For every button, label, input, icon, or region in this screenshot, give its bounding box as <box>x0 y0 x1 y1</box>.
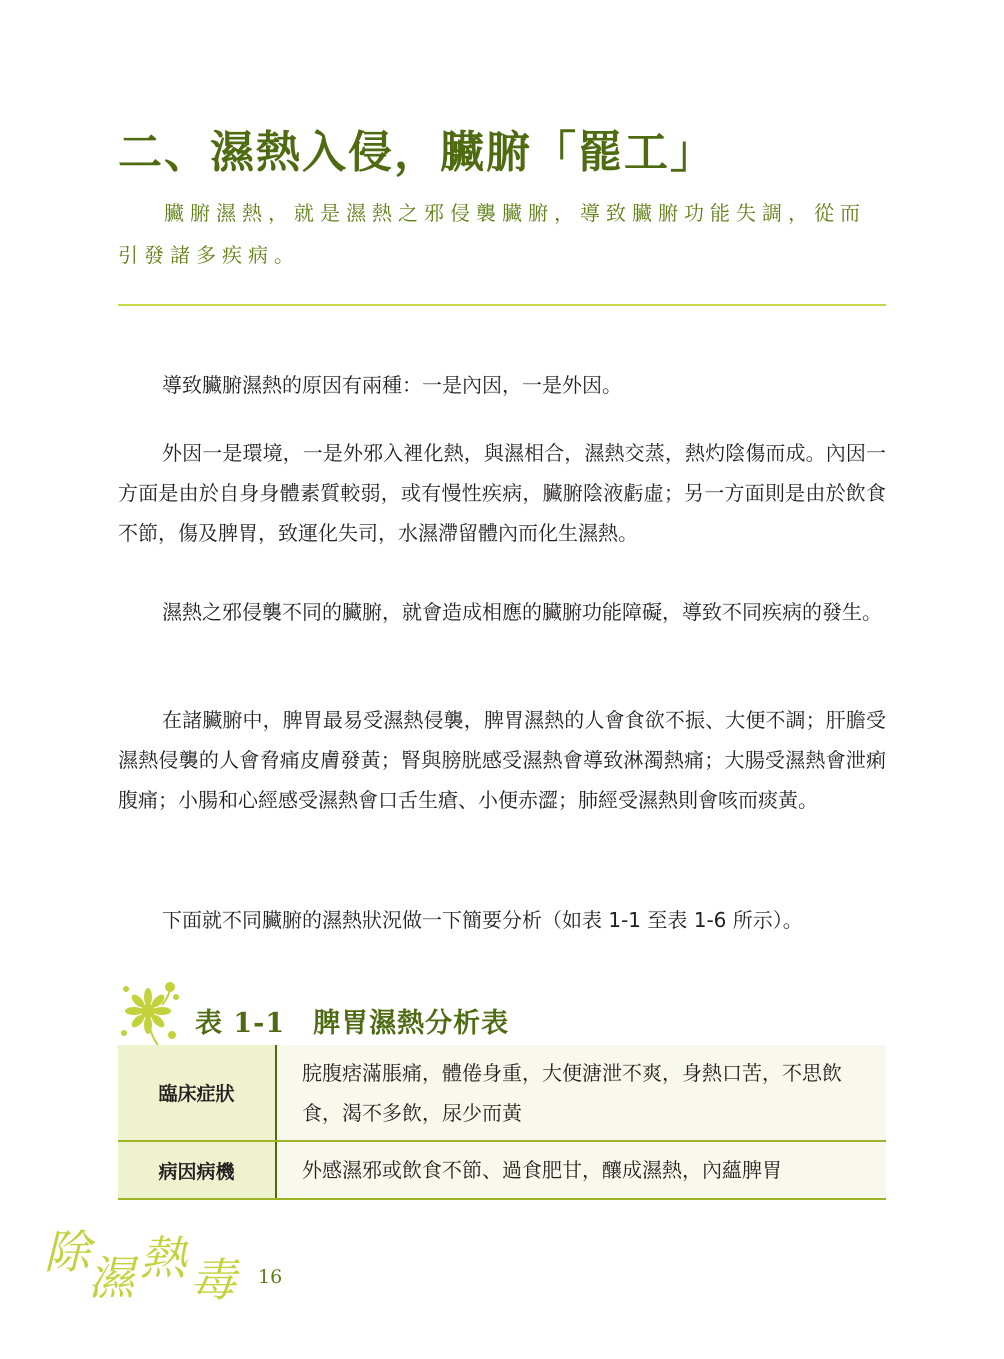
row-label-etiology: 病因病機 <box>118 1141 276 1199</box>
book-title-char-2: 濕 <box>88 1251 134 1302</box>
body-paragraph-3: 濕熱之邪侵襲不同的臟腑，就會造成相應的臟腑功能障礙，導致不同疾病的發生。 <box>162 600 882 624</box>
intro-line-2: 引發諸多疾病。 <box>118 243 300 267</box>
flower-icon <box>118 975 190 1047</box>
table-row <box>118 1045 886 1141</box>
row-value-clinical-symptoms: 脘腹痞滿脹痛，體倦身重，大便溏泄不爽，身熱口苦，不思飲食，渴不多飲，尿少而黃 <box>276 1045 886 1141</box>
body-paragraph-4: 在諸臟腑中，脾胃最易受濕熱侵襲，脾胃濕熱的人會食欲不振、大便不調；肝膽受濕熱侵襲的人會脅痛皮膚發黃；腎與膀胱感受濕熱會導致淋濁熱痛；大腸受濕熱會泄痢腹痛；小腸和心經感受濕熱會口舌生瘡、小便赤澀；肺經受濕熱則會咳而痰黃。 <box>118 708 886 812</box>
row-value-etiology: 外感濕邪或飲食不節、過食肥甘，釀成濕熱，內蘊脾胃 <box>276 1141 886 1199</box>
analysis-table <box>118 1045 886 1200</box>
book-title-char-1: 除 <box>44 1225 90 1279</box>
intro-summary <box>118 192 886 276</box>
body-paragraph-1: 導致臟腑濕熱的原因有兩種：一是內因，一是外因。 <box>162 373 622 397</box>
table-row <box>118 1141 886 1199</box>
row-label-clinical-symptoms: 臨床症狀 <box>118 1045 276 1141</box>
table-header <box>118 975 886 1045</box>
book-title-char-4: 毒 <box>190 1253 236 1302</box>
intro-line-1: 臟腑濕熱，就是濕熱之邪侵襲臟腑，導致臟腑功能失調，從而 <box>164 201 866 225</box>
body-paragraph-2: 外因一是環境，一是外邪入裡化熱，與濕相合，濕熱交蒸，熱灼陰傷而成。內因一方面是由於自身身體素質較弱，或有慢性疾病，臟腑陰液虧虛；另一方面則是由於飲食不節，傷及脾胃，致運化失司，水濕滯留體內而化生濕熱。 <box>118 441 886 545</box>
section-divider <box>118 304 886 306</box>
page-number: 16 <box>258 1266 283 1288</box>
table-title: 表 1-1 脾胃濕熱分析表 <box>195 1008 510 1039</box>
book-title-char-3: 熱 <box>140 1231 186 1285</box>
body-paragraph-5: 下面就不同臟腑的濕熱狀況做一下簡要分析（如表 1-1 至表 1-6 所示）。 <box>162 908 803 932</box>
book-title-logo <box>44 1222 254 1302</box>
page-title: 二、濕熱入侵，臟腑「罷工」 <box>118 127 716 178</box>
